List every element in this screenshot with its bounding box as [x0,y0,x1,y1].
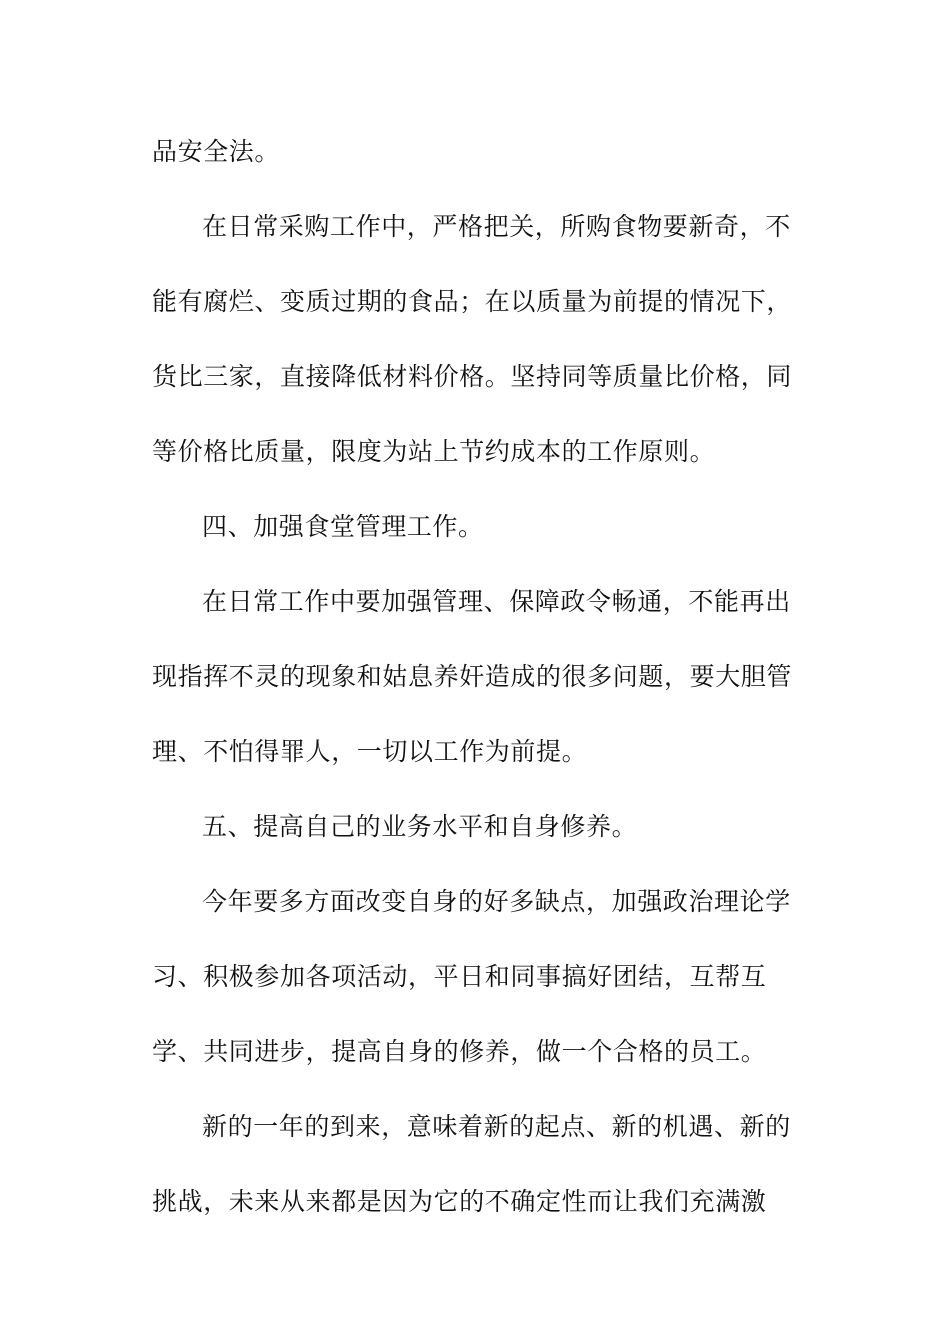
text-line-8: 现指挥不灵的现象和姑息养奸造成的很多问题，要大胆管 [152,662,793,691]
text-line-3: 能有腐烂、变质过期的食品；在以质量为前提的情况下， [152,287,793,316]
text-line-15: 挑战，未来从来都是因为它的不确定性而让我们充满激 [152,1187,767,1216]
text-line-5: 等价格比质量，限度为站上节约成本的工作原则。 [152,437,716,466]
text-line-14: 新的一年的到来，意味着新的起点、新的机遇、新的 [202,1112,791,1141]
text-line-2: 在日常采购工作中，严格把关，所购食物要新奇，不 [202,212,791,241]
text-line-1: 品安全法。 [152,137,281,166]
text-line-13: 学、共同进步，提高自身的修养，做一个合格的员工。 [152,1037,767,1066]
section-heading-4: 四、加强食堂管理工作。 [202,512,484,541]
text-line-4: 货比三家，直接降低材料价格。坚持同等质量比价格，同 [152,362,793,391]
text-line-11: 今年要多方面改变自身的好多缺点，加强政治理论学 [202,887,791,916]
section-heading-5: 五、提高自己的业务水平和自身修养。 [202,812,638,841]
text-line-12: 习、积极参加各项活动，平日和同事搞好团结，互帮互 [152,962,767,991]
text-line-9: 理、不怕得罪人，一切以工作为前提。 [152,737,588,766]
text-line-7: 在日常工作中要加强管理、保障政令畅通，不能再出 [202,587,791,616]
